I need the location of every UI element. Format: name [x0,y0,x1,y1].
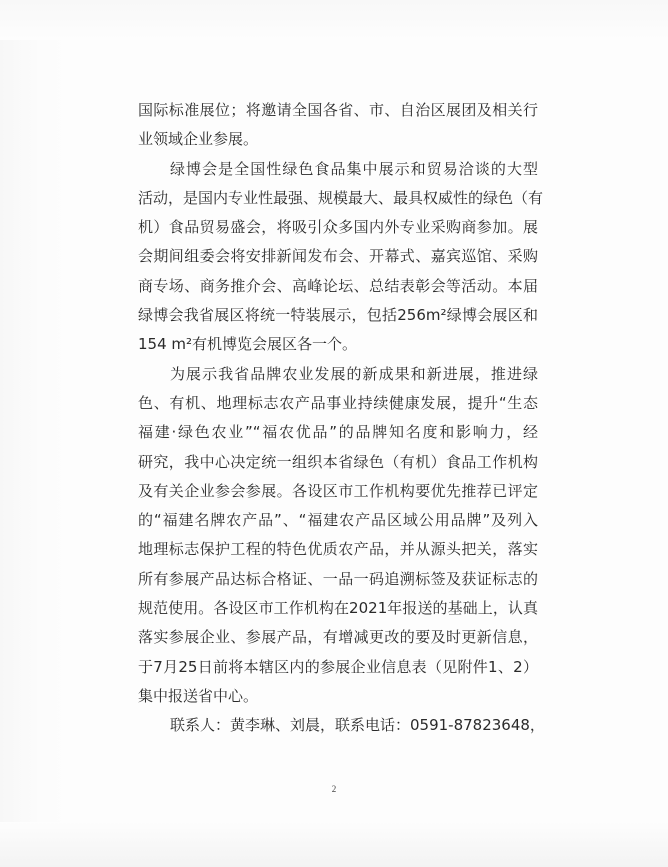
text-line: 所有参展产品达标合格证、一品一码追溯标签及获证标志的 [138,569,538,588]
text-line: 研究，我中心决定统一组织本省绿色（有机）食品工作机构 [138,452,538,471]
contact-line: 联系人：黄李琳、刘晨，联系电话：0591-87823648， [170,716,545,735]
text-line: 福建·绿色农业”“福农优品”的品牌知名度和影响力，经 [138,423,538,442]
text-line: 规范使用。各设区市工作机构在2021年报送的基础上，认真 [138,599,538,618]
text-line: 于7月25日前将本辖区内的参展企业信息表（见附件1、2） [138,657,538,676]
page-number: 2 [331,784,337,794]
text-line: 落实参展企业、参展产品，有增减更改的要及时更新信息， [138,628,538,647]
text-line: 国际标准展位；将邀请全国各省、市、自治区展团及相关行 [138,101,538,119]
text-line: 地理标志保护工程的特色优质农产品，并从源头把关，落实 [138,540,538,559]
scan-shadow-bottom [0,822,668,867]
text-line: 商专场、商务推介会、高峰论坛、总结表彰会等活动。本届 [138,276,538,295]
text-line: 绿博会我省展区将统一特装展示，包括256m²绿博会展区和 [138,306,538,325]
text-line: 及有关企业参会参展。各设区市工作机构要优先推荐已评定 [138,481,538,500]
text-line: 活动，是国内专业性最强、规模最大、最具权威性的绿色（有 [138,188,544,207]
text-line: 机）食品贸易盛会，将吸引众多国内外专业采购商参加。展 [138,218,538,237]
paragraph-start-line: 为展示我省品牌农业发展的新成果和新进展，推进绿 [170,364,538,383]
text-line: 色、有机、地理标志农产品事业持续健康发展，提升“生态 [138,393,538,412]
text-line: 的“福建名牌农产品”、“福建农产品区域公用品牌”及列入 [138,511,538,530]
scan-shadow-left [0,0,70,867]
body-text [138,96,545,741]
paragraph-start-line: 绿博会是全国性绿色食品集中展示和贸易洽谈的大型 [170,159,538,178]
text-line: 集中报送省中心。 [138,686,259,705]
text-line: 会期间组委会将安排新闻发布会、开幕式、嘉宾巡馆、采购 [138,247,538,266]
text-line: 154 m²有机博览会展区各一个。 [138,335,358,354]
scan-shadow-top [0,0,668,40]
text-line: 业领域企业参展。 [138,130,259,149]
